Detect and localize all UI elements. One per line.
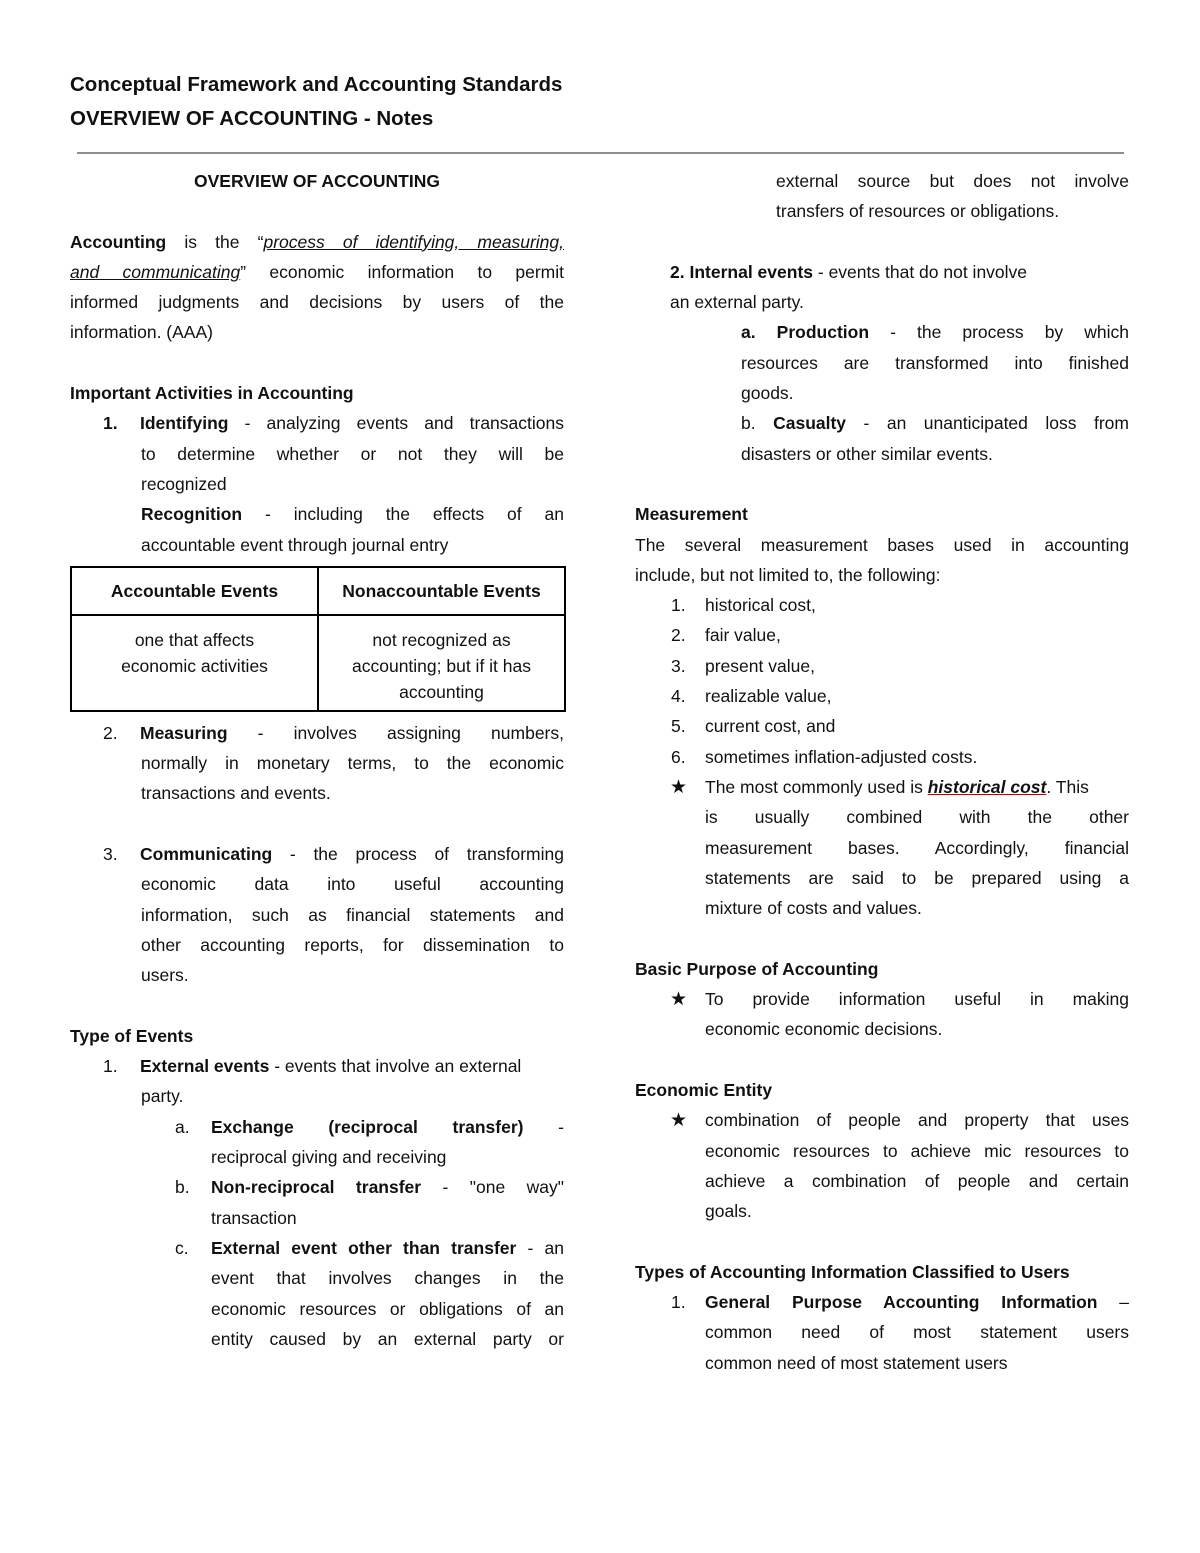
document-title: Conceptual Framework and Accounting Standards — [70, 73, 563, 96]
bullet-line: mixture of costs and values. — [705, 898, 922, 919]
star-icon: ★ — [670, 776, 688, 798]
list-item-line: other accounting reports, for dissemination to — [141, 934, 564, 955]
section-title: OVERVIEW OF ACCOUNTING — [194, 171, 440, 191]
definition-line: information. (AAA) — [70, 322, 213, 343]
list-item-line: common need of most statement users — [705, 1322, 1129, 1343]
list-item-line: normally in monetary terms, to the economic — [141, 753, 564, 774]
types-heading: Types of Accounting Information Classified to Users — [635, 1261, 1070, 1282]
list-item: 1. Identifying - analyzing events and transactions — [103, 413, 564, 434]
star-icon: ★ — [670, 989, 688, 1011]
sub-item-line: transaction — [211, 1207, 297, 1228]
bullet-line: economic economic decisions. — [705, 1019, 943, 1040]
sub-item-line: event that involves changes in the — [211, 1268, 564, 1289]
entity-heading: Economic Entity — [635, 1079, 773, 1100]
list-item: 4. realizable value, — [671, 686, 832, 707]
sub-item-line: disasters or other similar events. — [741, 443, 993, 464]
sub-item: c. External event other than transfer - an — [175, 1237, 564, 1258]
list-item-line: Recognition - including the effects of an — [141, 504, 564, 525]
list-item: 3. present value, — [671, 655, 815, 676]
document-subtitle: OVERVIEW OF ACCOUNTING - Notes — [70, 107, 434, 130]
sub-item: a. Exchange (reciprocal transfer) - — [175, 1116, 564, 1137]
left-column — [70, 166, 564, 1354]
bullet-line: statements are said to be prepared using a — [705, 867, 1129, 888]
measurement-heading: Measurement — [635, 504, 748, 525]
definition-line: informed judgments and decisions by users of the — [70, 292, 564, 313]
table-header: Accountable Events — [71, 567, 318, 615]
list-item: 2. Internal events - events that do not involve — [670, 261, 1028, 282]
table-cell: one that affects economic activities — [71, 615, 318, 711]
sub-item: a. Production - the process by which — [741, 322, 1129, 343]
star-bullet-item: ★ The most commonly used is historical cost. This — [635, 772, 1129, 802]
list-item-line: information, such as financial statements and — [141, 904, 564, 925]
list-item-line: transactions and events. — [141, 783, 331, 804]
sub-item: b. Casualty - an unanticipated loss from — [741, 413, 1129, 434]
bullet-line: goals. — [705, 1201, 752, 1222]
list-item: 1. historical cost, — [671, 595, 816, 616]
paragraph-line: include, but not limited to, the following: — [635, 564, 941, 585]
definition-line: and communicating” economic information to permit — [70, 261, 564, 282]
sub-item-line: reciprocal giving and receiving — [211, 1147, 447, 1168]
continuation-line: external source but does not involve — [776, 171, 1129, 191]
sub-item-line: goods. — [741, 383, 794, 404]
list-item-line: to determine whether or not they will be — [141, 443, 564, 464]
sub-item-line: entity caused by an external party or — [211, 1328, 564, 1349]
list-item: 2. fair value, — [671, 625, 781, 646]
sub-item: b. Non-reciprocal transfer - "one way" — [175, 1177, 564, 1198]
list-item: 1. External events - events that involve an external — [103, 1056, 522, 1077]
table-header: Nonaccountable Events — [318, 567, 565, 615]
list-item-line: common need of most statement users — [705, 1352, 1008, 1373]
star-bullet-item: ★ To provide information useful in making — [635, 984, 1129, 1014]
paragraph-line: The several measurement bases used in accounting — [635, 534, 1129, 555]
list-item-line: accountable event through journal entry — [141, 534, 449, 555]
definition-line: Accounting is the “process of identifying, measuring, — [70, 231, 564, 252]
bullet-line: achieve a combination of people and certain — [705, 1170, 1129, 1191]
purpose-heading: Basic Purpose of Accounting — [635, 958, 879, 979]
events-table — [70, 566, 566, 712]
activities-heading: Important Activities in Accounting — [70, 383, 354, 404]
list-item-line: economic data into useful accounting — [141, 874, 564, 895]
table-cell: not recognized as accounting; but if it has accounting — [318, 615, 565, 711]
list-item-line: party. — [141, 1086, 184, 1107]
list-item: 3. Communicating - the process of transforming — [103, 844, 564, 865]
events-heading: Type of Events — [70, 1025, 194, 1046]
sub-item-line: resources are transformed into finished — [741, 352, 1129, 373]
list-item-line: recognized — [141, 473, 227, 494]
sub-item-line: economic resources or obligations of an — [211, 1298, 564, 1319]
list-item: 1. General Purpose Accounting Information – — [671, 1291, 1129, 1312]
continuation-line: transfers of resources or obligations. — [776, 201, 1060, 222]
list-item: 2. Measuring - involves assigning numbers, — [103, 722, 564, 743]
bullet-line: measurement bases. Accordingly, financial — [705, 837, 1129, 858]
list-item-line: an external party. — [670, 292, 804, 313]
list-item: 6. sometimes inflation-adjusted costs. — [671, 746, 978, 767]
bullet-line: economic resources to achieve mic resources to — [705, 1140, 1129, 1161]
right-column — [635, 166, 1129, 1378]
header-rule — [77, 152, 1124, 154]
star-bullet-item: ★ combination of people and property that uses — [635, 1105, 1129, 1135]
list-item: 5. current cost, and — [671, 716, 836, 737]
list-item-line: users. — [141, 965, 189, 986]
star-icon: ★ — [670, 1110, 688, 1132]
bullet-line: is usually combined with the other — [705, 807, 1129, 828]
